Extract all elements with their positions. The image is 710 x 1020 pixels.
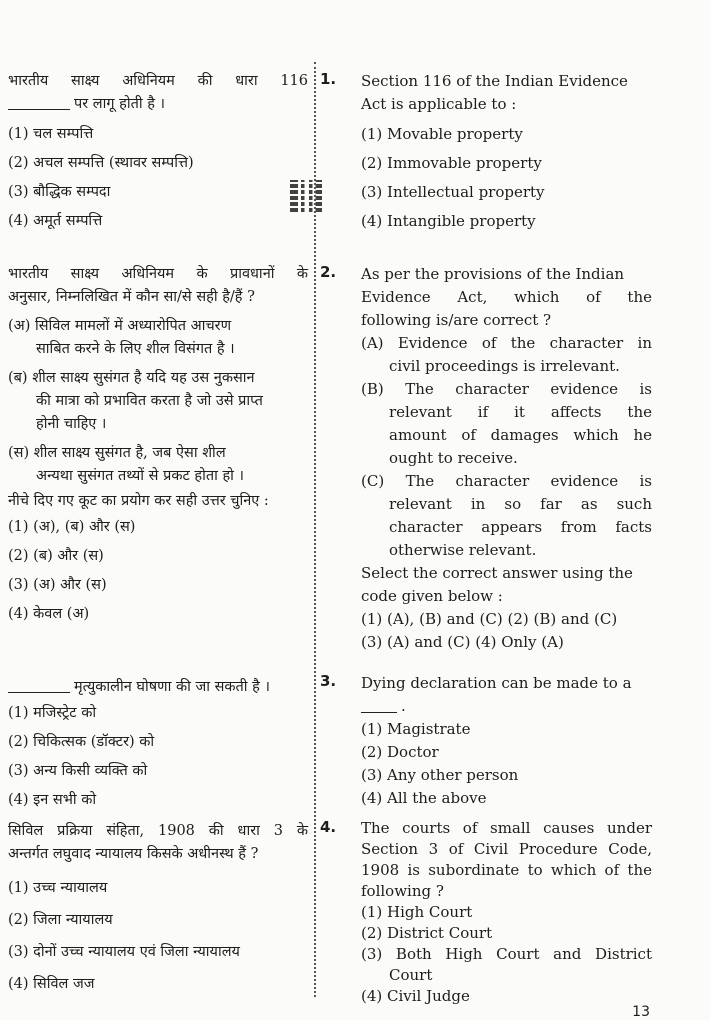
option: (2) District Court xyxy=(361,924,493,942)
statement-a: (A) Evidence of the character in xyxy=(361,334,652,352)
question-text: अन्तर्गत लघुवाद न्यायालय किसके अधीनस्थ हैं ? xyxy=(8,846,259,862)
question-text: . xyxy=(361,695,652,718)
statement-c: (C) The character evidence is xyxy=(361,472,652,490)
option: (2) Doctor xyxy=(361,743,439,761)
answer-blank xyxy=(8,692,70,693)
question-text: सिविल प्रक्रिया संहिता, 1908 की धारा 3 के xyxy=(8,823,308,839)
answer-blank xyxy=(8,109,70,110)
question-text: following is/are correct ? xyxy=(361,311,552,329)
question-text: Section 116 of the Indian Evidence xyxy=(361,72,628,90)
option: (3) Both High Court and District xyxy=(361,945,652,963)
question-text: भारतीय साक्ष्य अधिनियम के प्रावधानों के xyxy=(8,266,308,282)
instruction: Select the correct answer using the xyxy=(361,564,633,582)
question-text: The courts of small causes under xyxy=(361,819,652,837)
question-number: 1. xyxy=(320,70,337,88)
option: (4) All the above xyxy=(361,789,487,807)
statement-b: (B) The character evidence is xyxy=(361,380,652,398)
question-number: 2. xyxy=(320,263,337,281)
question-number: 4. xyxy=(320,818,337,836)
question-text: Act is applicable to : xyxy=(361,95,517,113)
column-divider xyxy=(314,62,316,997)
option: (3) (अ) और (स) xyxy=(8,577,107,593)
hindi-question-1 xyxy=(8,70,308,236)
option: (3) दोनों उच्च न्यायालय एवं जिला न्यायालय xyxy=(8,944,240,960)
statement-c: character appears from facts xyxy=(389,518,652,536)
option: (2) अचल सम्पत्ति (स्थावर सम्पत्ति) xyxy=(8,155,194,171)
option: (3) Intellectual property xyxy=(361,183,545,201)
page-number: 13 xyxy=(632,1004,650,1020)
question-text: मृत्युकालीन घोषणा की जा सकती है । xyxy=(8,676,308,699)
statement-b: होनी चाहिए । xyxy=(36,416,107,432)
option-row: (1) (A), (B) and (C) (2) (B) and (C) xyxy=(361,610,618,628)
option: (4) Intangible property xyxy=(361,212,536,230)
instruction: नीचे दिए गए कूट का प्रयोग कर सही उत्तर चुनिए : xyxy=(8,493,269,509)
question-text: Section 3 of Civil Procedure Code, xyxy=(361,840,652,858)
option: (1) (अ), (ब) और (स) xyxy=(8,519,136,535)
question-text: भारतीय साक्ष्य अधिनियम की धारा 116 xyxy=(8,73,308,89)
statement-a: (अ) सिविल मामलों में अध्यारोपित आचरण xyxy=(8,318,232,334)
statement-c: अन्यथा सुसंगत तथ्यों से प्रकट होता हो । xyxy=(36,468,245,484)
statement-b: relevant if it affects the xyxy=(389,403,652,421)
hindi-question-3 xyxy=(8,676,308,815)
option: (1) चल सम्पत्ति xyxy=(8,126,94,142)
question-text: अनुसार, निम्नलिखित में कौन सा/से सही है/हैं ? xyxy=(8,289,255,305)
answer-blank xyxy=(361,712,397,713)
option: (2) Immovable property xyxy=(361,154,542,172)
option: (1) उच्च न्यायालय xyxy=(8,880,108,896)
question-text: Evidence Act, which of the xyxy=(361,288,652,306)
statement-b: (ब) शील साक्ष्य सुसंगत है यदि यह उस नुकसान xyxy=(8,370,255,386)
option-row: (3) (A) and (C) (4) Only (A) xyxy=(361,633,564,651)
option: (2) जिला न्यायालय xyxy=(8,912,113,928)
option: (1) Magistrate xyxy=(361,720,471,738)
option: Court xyxy=(389,966,433,984)
option: (3) Any other person xyxy=(361,766,519,784)
option: (4) केवल (अ) xyxy=(8,606,90,622)
option: (2) चिकित्सक (डॉक्टर) को xyxy=(8,734,155,750)
question-number: 3. xyxy=(320,672,337,690)
option: (3) अन्य किसी व्यक्ति को xyxy=(8,763,148,779)
statement-a: साबित करने के लिए शील विसंगत है । xyxy=(36,341,235,357)
hindi-question-4 xyxy=(8,820,308,1000)
statement-a: civil proceedings is irrelevant. xyxy=(389,357,620,375)
statement-c: relevant in so far as such xyxy=(389,495,652,513)
option: (1) Movable property xyxy=(361,125,523,143)
question-text: As per the provisions of the Indian xyxy=(361,265,625,283)
statement-c: otherwise relevant. xyxy=(389,541,537,559)
question-text: following ? xyxy=(361,882,444,900)
question-text: Dying declaration can be made to a xyxy=(361,674,632,692)
option: (1) मजिस्ट्रेट को xyxy=(8,705,97,721)
instruction: code given below : xyxy=(361,587,503,605)
option: (2) (ब) और (स) xyxy=(8,548,104,564)
question-text: पर लागू होती है । xyxy=(8,93,308,116)
option: (1) High Court xyxy=(361,903,473,921)
option: (4) अमूर्त सम्पत्ति xyxy=(8,213,103,229)
option: (3) बौद्धिक सम्पदा xyxy=(8,184,111,200)
option: (4) Civil Judge xyxy=(361,987,470,1005)
statement-b: amount of damages which he xyxy=(389,426,652,444)
statement-b: ought to receive. xyxy=(389,449,518,467)
question-text: 1908 is subordinate to which of the xyxy=(361,861,652,879)
option: (4) सिविल जज xyxy=(8,976,95,992)
option: (4) इन सभी को xyxy=(8,792,97,808)
statement-b: की मात्रा को प्रभावित करता है जो उसे प्राप्त xyxy=(36,393,263,409)
statement-c: (स) शील साक्ष्य सुसंगत है, जब ऐसा शील xyxy=(8,445,226,461)
hindi-question-2 xyxy=(8,263,308,629)
qr-code-icon xyxy=(290,180,322,212)
